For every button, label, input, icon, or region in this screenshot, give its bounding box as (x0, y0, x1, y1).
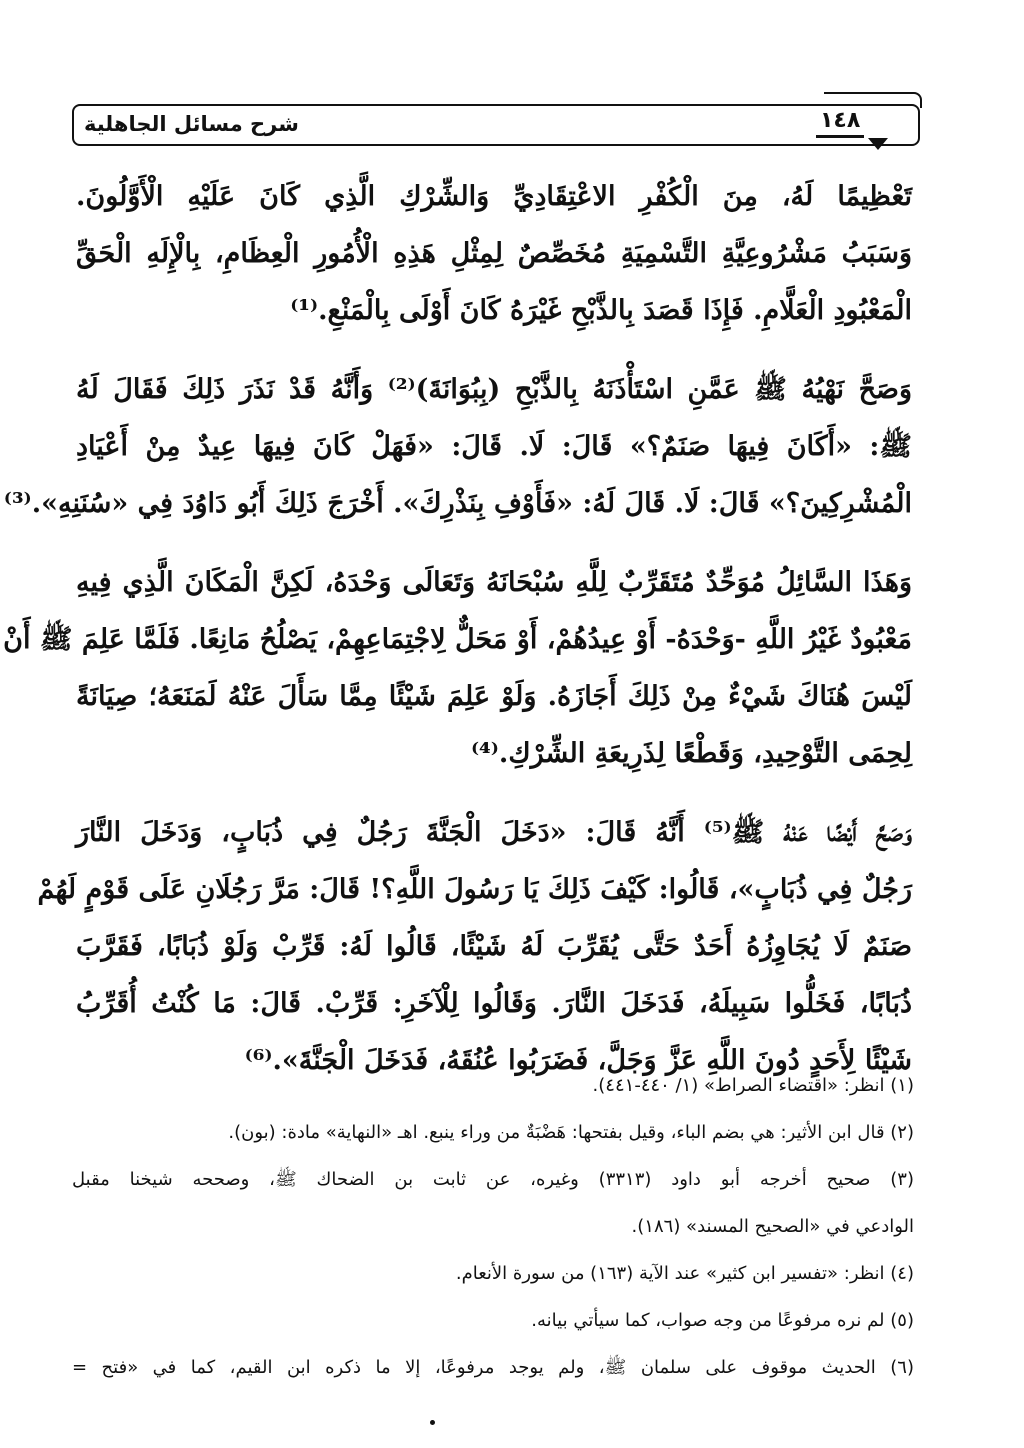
text-line: شَيْئًا لِأَحَدٍ دُونَ اللَّهِ عَزَّ وَجَلَّ، فَضَرَبُوا عُنُقَهُ، فَدَخَلَ الْجَنَّةَ».⁽⁶⁾ (244, 1045, 912, 1076)
text-line: الْمُشْرِكِينَ؟» قَالَ: لَا. قَالَ لَهُ: «فَأَوْفِ بِنَذْرِكَ». أَخْرَجَ ذَلِكَ أَبُو دَاوُدَ فِي «سُنَنِهِ».⁽³⁾ (3, 488, 912, 519)
text-line: وَصَحَّ أَيْضًا عَنْهُ ﷺ⁽⁵⁾ أَنَّهُ قَالَ: «دَخَلَ الْجَنَّةَ رَجُلٌ فِي ذُبَابٍ، وَدَخَلَ النَّارَ (76, 817, 912, 848)
footnote: (٢) قال ابن الأثير: هي بضم الباء، وقيل بفتحها: هَضْبَةٌ من وراء ينبع. اهـ «النهاية» مادة: (بون). (228, 1122, 914, 1143)
footnote: (٥) لم نره مرفوعًا من وجه صواب، كما سيأتي بيانه. (531, 1310, 914, 1331)
text-line: رَجُلٌ فِي ذُبَابٍ»، قَالُوا: كَيْفَ ذَلِكَ يَا رَسُولَ اللَّهِ؟! قَالَ: مَرَّ رَجُلَانِ عَلَى قَوْمٍ لَهُمْ (37, 874, 912, 905)
text-line: مَعْبُودٌ غَيْرُ اللَّهِ -وَحْدَهُ- أَوْ عِيدُهُمْ، أَوْ مَحَلٌّ لِاجْتِمَاعِهِمْ، يَصْلُحُ مَانِعًا. فَلَمَّا عَلِمَ ﷺ أَنْ (3, 624, 912, 655)
text-line: وَصَحَّ نَهْيُهُ ﷺ عَمَّنِ اسْتَأْذَنَهُ بِالذَّبْحِ (بِبُوَانَةَ)⁽²⁾ وَأَنَّهُ قَدْ نَذَرَ ذَلِكَ فَقَالَ لَهُ (76, 374, 912, 405)
footnote: (٦) الحديث موقوف على سلمان ﷺ، ولم يوجد مرفوعًا، إلا ما ذكره ابن القيم، كما في «فتح = (72, 1357, 914, 1378)
footnote: (٣) صحيح أخرجه أبو داود (٣٣١٣) وغيره، عن ثابت بن الضحاك ﷺ، وصححه شيخنا مقبل (72, 1169, 914, 1190)
footnote: (١) انظر: «اقتضاء الصراط» (١/ ٤٤٠-٤٤١). (592, 1075, 914, 1096)
footnote-continuation: الوادعي في «الصحيح المسند» (١٨٦). (631, 1216, 914, 1237)
text-line: تَعْظِيمًا لَهُ، مِنَ الْكُفْرِ الاعْتِقَادِيِّ وَالشِّرْكِ الَّذِي كَانَ عَلَيْهِ الْأَوَّلُونَ. (76, 181, 912, 212)
page-mark (430, 1420, 435, 1425)
text-line: لِحِمَى التَّوْحِيدِ، وَقَطْعًا لِذَرِيعَةِ الشِّرْكِ.⁽⁴⁾ (471, 738, 912, 769)
text-line: ذُبَابًا، فَخَلُّوا سَبِيلَهُ، فَدَخَلَ النَّارَ. وَقَالُوا لِلْآخَرِ: قَرِّبْ. قَالَ: مَا كُنْتُ أُقَرِّبُ (76, 988, 912, 1019)
tab-arrow-icon (868, 138, 888, 150)
page-number: ١٤٨ (816, 108, 864, 138)
footnote: (٤) انظر: «تفسير ابن كثير» عند الآية (١٦٣) من سورة الأنعام. (455, 1263, 914, 1284)
main-text (3, 168, 912, 1089)
text-line: ﷺ: «أَكَانَ فِيهَا صَنَمٌ؟» قَالَ: لَا. قَالَ: «فَهَلْ كَانَ فِيهَا عِيدٌ مِنْ أَعْيَادِ (76, 431, 912, 462)
running-header-title: شرح مسائل الجاهلية (84, 112, 299, 136)
text-line: وَهَذَا السَّائِلُ مُوَحِّدٌ مُتَقَرِّبٌ لِلَّهِ سُبْحَانَهُ وَتَعَالَى وَحْدَهُ، لَكِنَّ الْمَكَانَ الَّذِي فِيهِ (76, 567, 912, 598)
footnotes (72, 1062, 914, 1391)
text-line: وَسَبَبُ مَشْرُوعِيَّةِ التَّسْمِيَةِ مُخَصِّصٌ لِمِثْلِ هَذِهِ الْأُمُورِ الْعِظَامِ، بِالْإِلَهِ الْحَقِّ (76, 238, 912, 269)
text-line: الْمَعْبُودِ الْعَلَّامِ. فَإِذَا قَصَدَ بِالذَّبْحِ غَيْرَهُ كَانَ أَوْلَى بِالْمَنْعِ.⁽¹⁾ (290, 295, 912, 326)
text-line: لَيْسَ هُنَاكَ شَيْءٌ مِنْ ذَلِكَ أَجَازَهُ. وَلَوْ عَلِمَ شَيْئًا مِمَّا سَأَلَ عَنْهُ لَمَنَعَهُ؛ صِيَانَةً (76, 681, 912, 712)
text-line: صَنَمٌ لَا يُجَاوِزُهُ أَحَدٌ حَتَّى يُقَرِّبَ لَهُ شَيْئًا، قَالُوا لَهُ: قَرِّبْ وَلَوْ ذُبَابًا، فَقَرَّبَ (76, 931, 912, 962)
